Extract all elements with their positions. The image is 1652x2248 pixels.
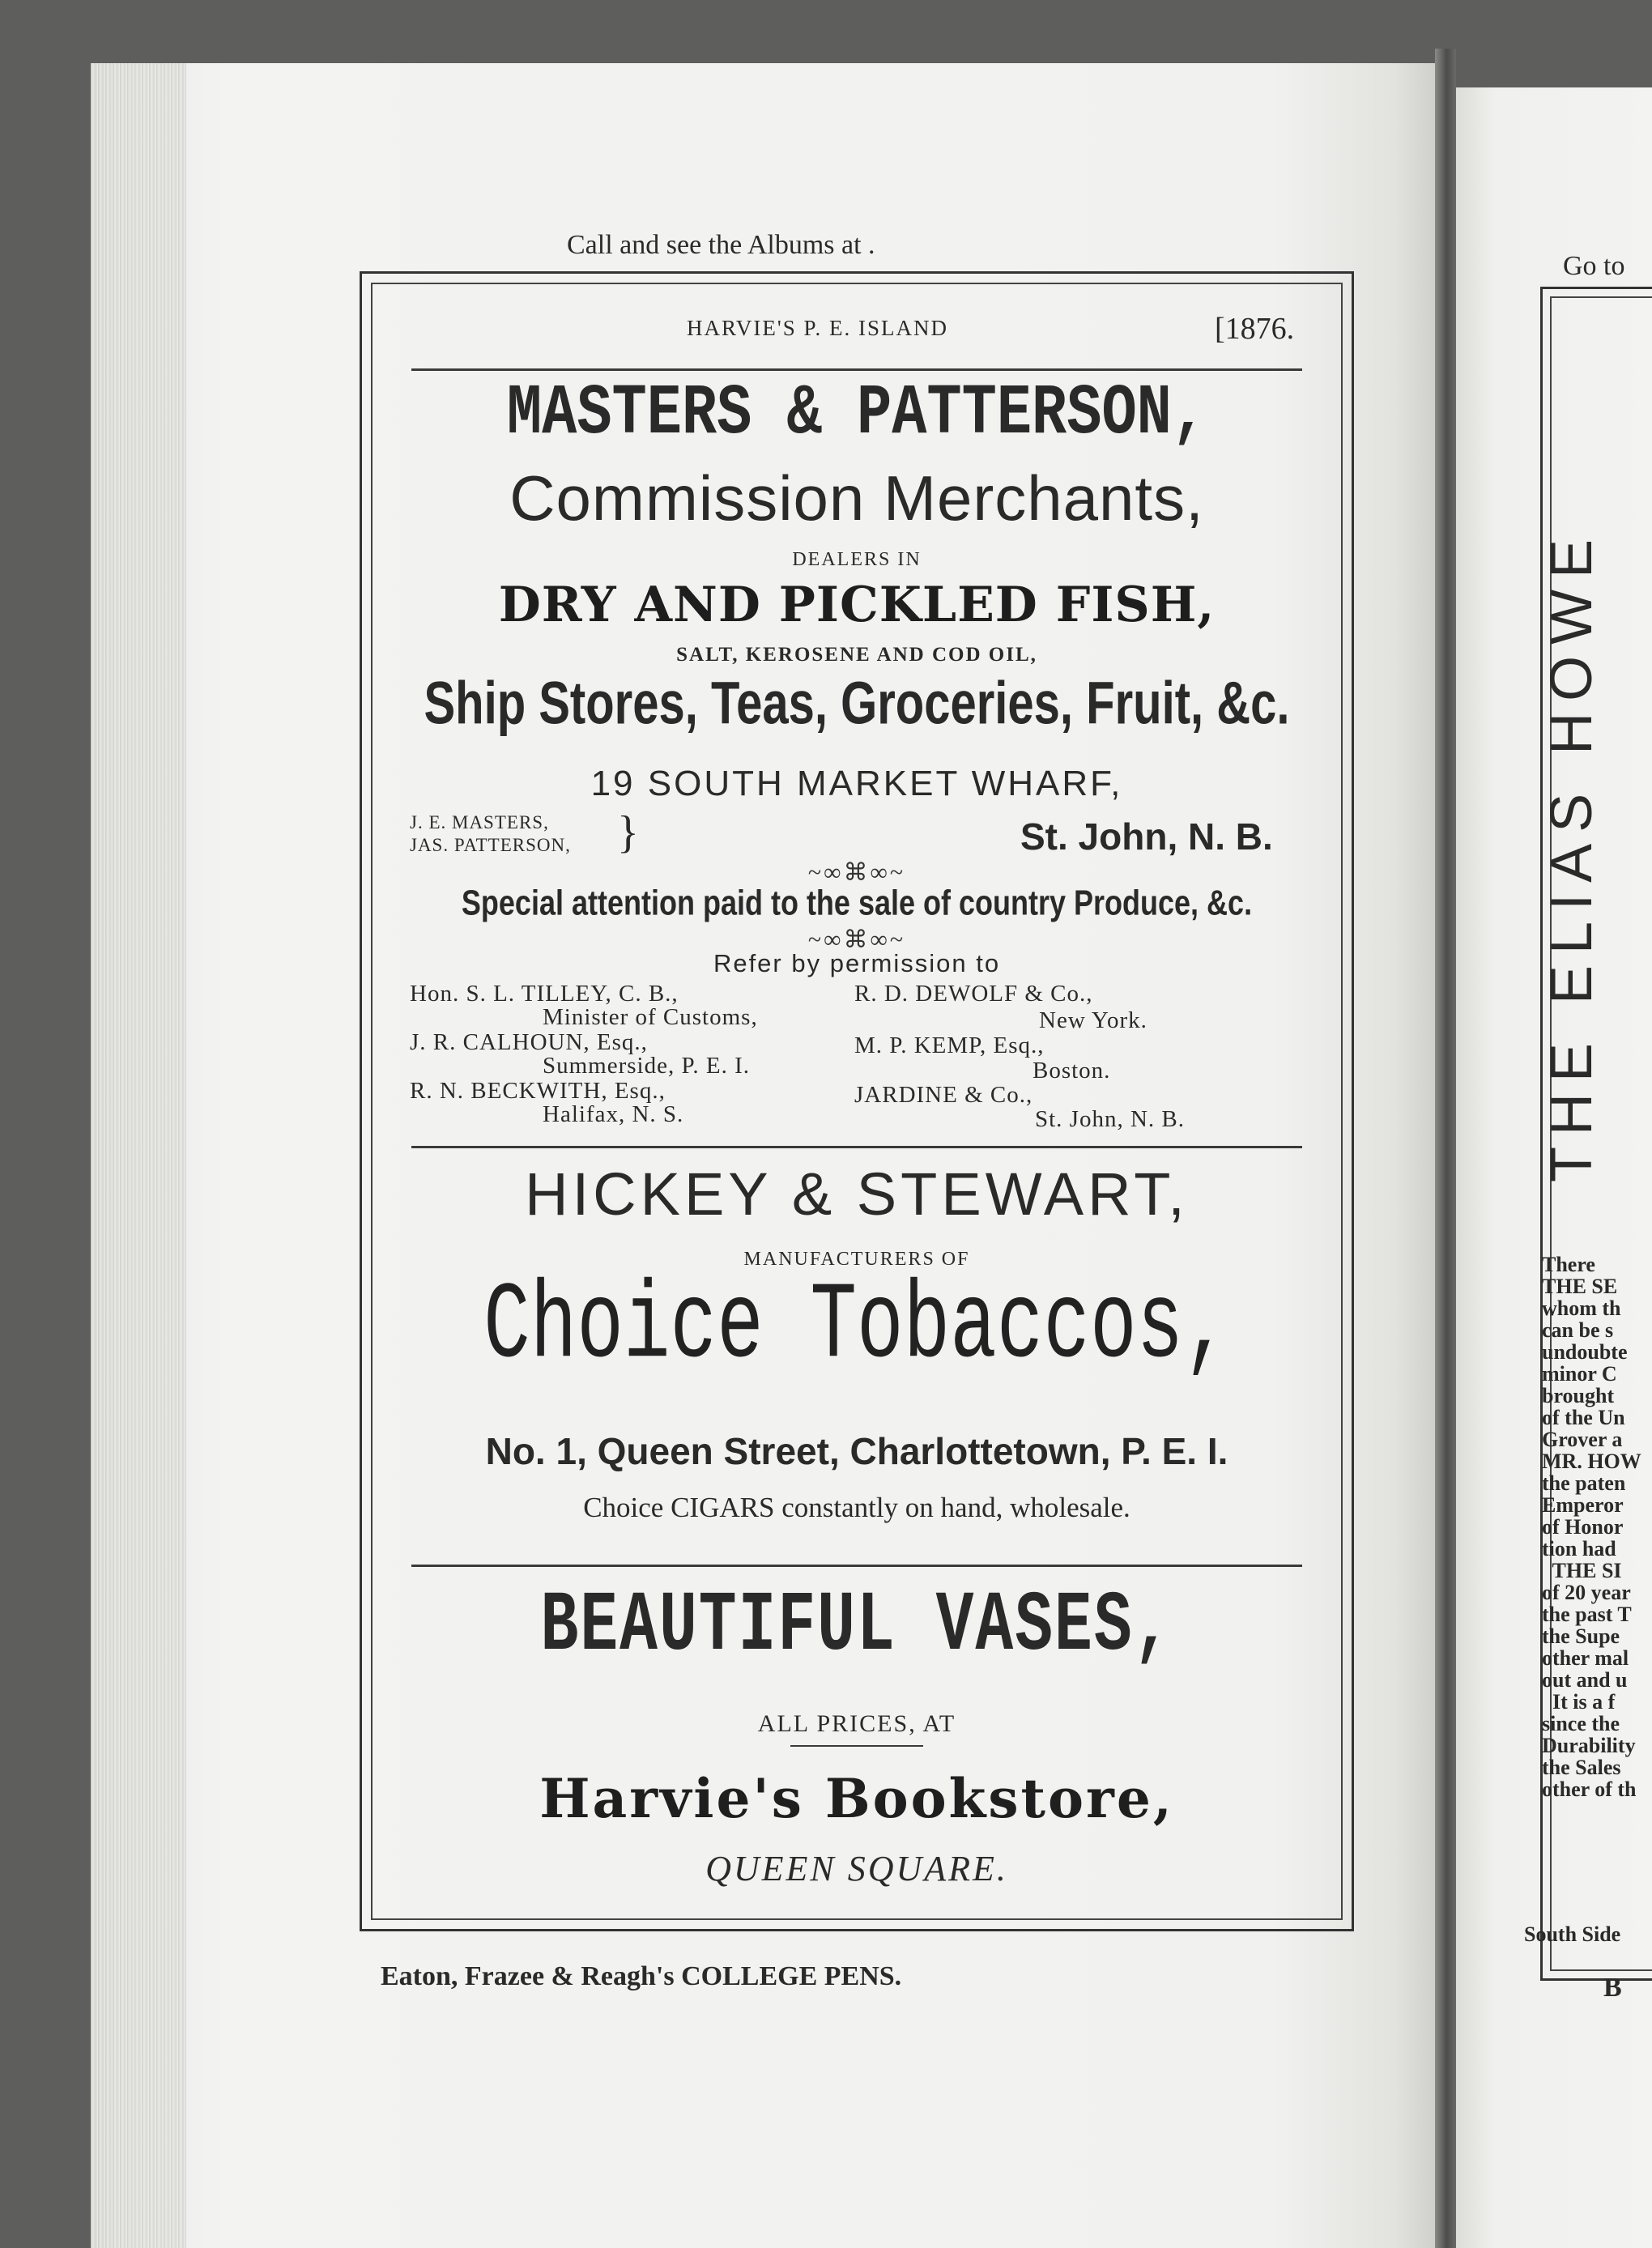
page-edge [91,63,186,2248]
masters-secondary-goods: SALT, KEROSENE AND COD OIL, [676,644,1037,666]
hickey-address: No. 1, Queen Street, Charlottetown, P. E. I. [485,1430,1228,1472]
hickey-firm-name: HICKEY & STEWART, [525,1160,1189,1228]
right-page-running-head: Go to [1563,251,1625,281]
masters-dealers-in: DEALERS IN [792,549,922,570]
brace-glyph: } [617,807,639,858]
reference-entry: J. R. CALHOUN, Esq., [410,1029,648,1055]
masters-city: St. John, N. B. [1020,815,1273,858]
masters-stores: Ship Stores, Teas, Groceries, Fruit, &c. [424,669,1290,738]
short-rule [790,1745,923,1747]
vases-location: QUEEN SQUARE. [705,1849,1008,1888]
running-head-bottom: Eaton, Frazee & Reagh's COLLEGE PENS. [381,1961,902,1991]
masters-address: 19 SOUTH MARKET WHARF, [590,764,1123,803]
reference-entry: St. John, N. B. [1035,1106,1186,1132]
ornament-divider: ~∞⌘∞~ [807,859,906,886]
masters-main-goods: DRY AND PICKLED FISH, [498,577,1216,633]
right-page-body-text: There THE SE whom th can be s undoubte minor C brought of the Un Grover a MR. HOW the paten Emperor of Honor tion had THE SI of 20 year the past T the Supe other mal out and u It is a f since the Durability the Sales other of th [1542,1254,1641,1800]
book-gutter [1435,49,1456,2248]
hickey-note: Choice CIGARS constantly on hand, wholesale. [583,1492,1130,1523]
divider-rule [411,1565,1302,1567]
masters-trade: Commission Merchants, [509,462,1204,534]
reference-entry: Halifax, N. S. [543,1101,684,1127]
ad-header-year: [1876. [1215,312,1295,346]
right-page-letter: B [1603,1973,1622,2003]
reference-entry: Minister of Customs, [543,1004,758,1030]
masters-refer-line: Refer by permission to [713,949,1001,977]
vases-headline: BEAUTIFUL VASES, [540,1578,1173,1675]
masters-special-note: Special attention paid to the sale of country Produce, &c. [461,882,1253,922]
ornament-divider: ~∞⌘∞~ [807,926,906,953]
hickey-manufacturers-of: MANUFACTURERS OF [743,1249,970,1270]
reference-entry: Boston. [1032,1058,1111,1084]
divider-rule [411,368,1302,371]
right-page-footer: South Side [1524,1922,1621,1946]
right-page-vertical-title: THE ELIAS HOWE [1539,527,1604,1182]
masters-partner: JAS. PATTERSON, [410,835,571,855]
vases-all-prices: ALL PRICES, AT [757,1710,956,1737]
masters-firm-name: MASTERS & PATTERSON, [506,373,1207,455]
hickey-product: Choice Tobaccos, [483,1265,1230,1389]
reference-entry: R. N. BECKWITH, Esq., [410,1078,666,1104]
reference-entry: Summerside, P. E. I. [543,1053,751,1079]
reference-entry: Hon. S. L. TILLEY, C. B., [410,981,679,1007]
reference-entry: JARDINE & Co., [854,1082,1033,1108]
reference-entry: R. D. DEWOLF & Co., [854,981,1093,1007]
reference-entry: M. P. KEMP, Esq., [854,1032,1045,1058]
masters-partner: J. E. MASTERS, [410,812,549,832]
divider-rule [411,1146,1302,1148]
running-head-top: Call and see the Albums at . [567,230,875,260]
vases-store: Harvie's Bookstore, [539,1767,1174,1830]
ad-header-title: HARVIE'S P. E. ISLAND [687,316,948,340]
reference-entry: New York. [1039,1007,1147,1033]
